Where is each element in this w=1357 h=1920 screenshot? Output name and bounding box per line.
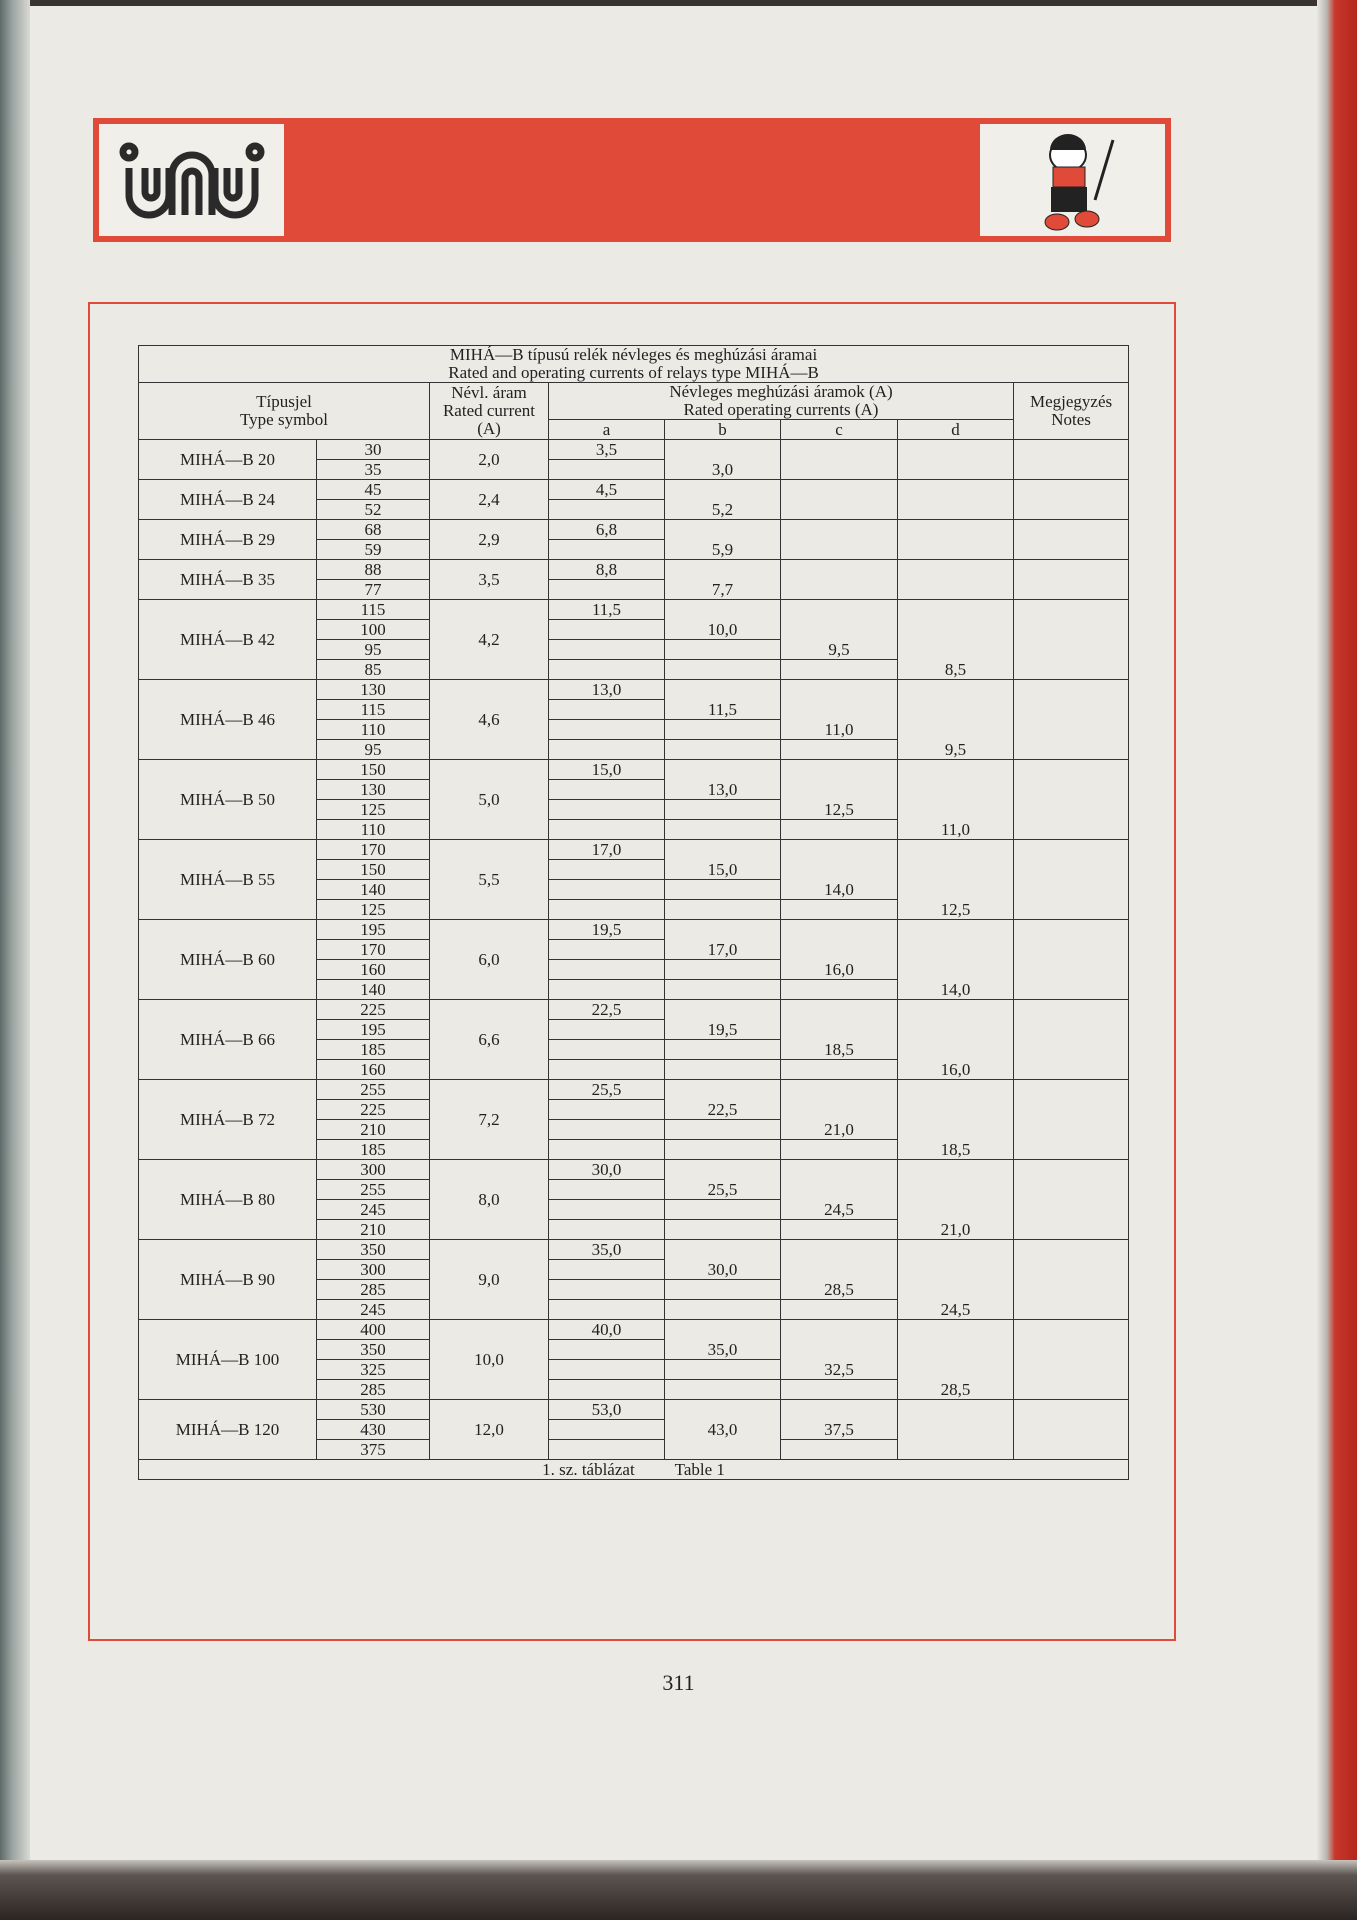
- sub-current: 125: [317, 900, 430, 920]
- sub-current: 52: [317, 500, 430, 520]
- notes-cell: [1014, 760, 1129, 840]
- current-a: [549, 660, 665, 680]
- header-type: [139, 383, 430, 440]
- notes-cell: [1014, 840, 1129, 920]
- current-a: [549, 1300, 665, 1320]
- sub-current: 95: [317, 740, 430, 760]
- table-row: [139, 1400, 1129, 1420]
- notes-cell: [1014, 1160, 1129, 1240]
- current-a: 22,5: [549, 1000, 665, 1020]
- current-d: 16,0: [898, 1000, 1014, 1080]
- current-b: [665, 1360, 781, 1380]
- header-notes: [1014, 383, 1129, 440]
- current-a: 11,5: [549, 600, 665, 620]
- current-d: [898, 560, 1014, 600]
- current-c: [781, 1380, 898, 1400]
- current-a: [549, 900, 665, 920]
- table-row: [139, 600, 1129, 620]
- current-b: 15,0: [665, 840, 781, 880]
- current-b: [665, 1300, 781, 1320]
- current-d: [898, 480, 1014, 520]
- header-rated-en: Rated current: [442, 401, 536, 420]
- rated-current: 9,0: [430, 1240, 549, 1320]
- sub-current: 170: [317, 840, 430, 860]
- type-symbol: MIHÁ—B 50: [139, 760, 317, 840]
- current-a: [549, 1380, 665, 1400]
- sub-current: 255: [317, 1080, 430, 1100]
- current-b: 13,0: [665, 760, 781, 800]
- sub-current: 185: [317, 1040, 430, 1060]
- book-binding-edge: [0, 0, 30, 1920]
- current-a: [549, 880, 665, 900]
- sub-current: 110: [317, 720, 430, 740]
- page-number: 311: [662, 1670, 695, 1695]
- notes-cell: [1014, 1080, 1129, 1160]
- current-c: 9,5: [781, 600, 898, 660]
- current-b: [665, 1120, 781, 1140]
- current-a: [549, 1120, 665, 1140]
- current-c: [781, 1440, 898, 1460]
- current-c: 18,5: [781, 1000, 898, 1060]
- table-row: [139, 680, 1129, 700]
- sub-current: 160: [317, 1060, 430, 1080]
- current-c: 24,5: [781, 1160, 898, 1220]
- rated-current: 10,0: [430, 1320, 549, 1400]
- current-b: 5,9: [665, 520, 781, 560]
- sub-current: 110: [317, 820, 430, 840]
- type-symbol: MIHÁ—B 46: [139, 680, 317, 760]
- current-c: 14,0: [781, 840, 898, 900]
- current-d: 18,5: [898, 1080, 1014, 1160]
- rated-current: 4,2: [430, 600, 549, 680]
- sub-current: 210: [317, 1120, 430, 1140]
- notes-cell: [1014, 1240, 1129, 1320]
- current-c: [781, 520, 898, 560]
- sub-current: 115: [317, 600, 430, 620]
- current-c: 16,0: [781, 920, 898, 980]
- current-c: [781, 980, 898, 1000]
- header-banner: [93, 118, 1171, 242]
- current-b: [665, 960, 781, 980]
- sub-current: 170: [317, 940, 430, 960]
- rated-current: 5,5: [430, 840, 549, 920]
- table-row: [139, 440, 1129, 460]
- sub-current: 85: [317, 660, 430, 680]
- current-a: 40,0: [549, 1320, 665, 1340]
- current-c: 12,5: [781, 760, 898, 820]
- current-d: 9,5: [898, 680, 1014, 760]
- sub-current: 68: [317, 520, 430, 540]
- header-notes-hu: Megjegyzés: [1029, 392, 1113, 411]
- current-b: [665, 1040, 781, 1060]
- current-a: [549, 740, 665, 760]
- table-row: [139, 480, 1129, 500]
- type-symbol: MIHÁ—B 35: [139, 560, 317, 600]
- sub-current: 35: [317, 460, 430, 480]
- sub-current: 375: [317, 1440, 430, 1460]
- current-a: [549, 1420, 665, 1440]
- current-c: [781, 480, 898, 520]
- header-a: a: [549, 420, 665, 440]
- table-row: [139, 760, 1129, 780]
- caption-hu: 1. sz. táblázat: [542, 1459, 635, 1479]
- rated-current: 2,9: [430, 520, 549, 560]
- current-c: [781, 1140, 898, 1160]
- scan-top-edge: [0, 0, 1357, 6]
- table-row: [139, 1080, 1129, 1100]
- header-c: c: [781, 420, 898, 440]
- current-a: [549, 460, 665, 480]
- type-symbol: MIHÁ—B 100: [139, 1320, 317, 1400]
- current-c: [781, 1220, 898, 1240]
- table-row: [139, 840, 1129, 860]
- current-a: [549, 620, 665, 640]
- table-title: [139, 346, 1129, 383]
- current-c: 37,5: [781, 1400, 898, 1440]
- notes-cell: [1014, 680, 1129, 760]
- sub-current: 77: [317, 580, 430, 600]
- relay-currents-table: [138, 345, 1129, 1480]
- current-a: [549, 1140, 665, 1160]
- type-symbol: MIHÁ—B 72: [139, 1080, 317, 1160]
- header-rated: [430, 383, 549, 440]
- sub-current: 350: [317, 1340, 430, 1360]
- sub-current: 140: [317, 980, 430, 1000]
- header-rated-hu: Névl. áram: [451, 383, 527, 402]
- current-c: 28,5: [781, 1240, 898, 1300]
- current-c: [781, 1300, 898, 1320]
- sub-current: 300: [317, 1160, 430, 1180]
- current-b: 19,5: [665, 1000, 781, 1040]
- scan-bottom-edge: [0, 1860, 1357, 1920]
- current-b: 30,0: [665, 1240, 781, 1280]
- current-a: [549, 1260, 665, 1280]
- rated-current: 6,6: [430, 1000, 549, 1080]
- current-a: [549, 1020, 665, 1040]
- imi-logo: [99, 124, 284, 236]
- table-row: [139, 1160, 1129, 1180]
- sub-current: 195: [317, 1020, 430, 1040]
- rated-current: 7,2: [430, 1080, 549, 1160]
- current-c: 21,0: [781, 1080, 898, 1140]
- current-b: [665, 900, 781, 920]
- sub-current: 100: [317, 620, 430, 640]
- current-b: [665, 660, 781, 680]
- current-a: 19,5: [549, 920, 665, 940]
- header-rated-unit: (A): [477, 419, 501, 438]
- sub-current: 115: [317, 700, 430, 720]
- current-a: 6,8: [549, 520, 665, 540]
- current-a: 13,0: [549, 680, 665, 700]
- current-a: [549, 540, 665, 560]
- header-d: d: [898, 420, 1014, 440]
- current-d: 28,5: [898, 1320, 1014, 1400]
- type-symbol: MIHÁ—B 24: [139, 480, 317, 520]
- current-a: 17,0: [549, 840, 665, 860]
- rated-current: 8,0: [430, 1160, 549, 1240]
- current-a: [549, 1360, 665, 1380]
- table-row: [139, 1320, 1129, 1340]
- sub-current: 45: [317, 480, 430, 500]
- sub-current: 88: [317, 560, 430, 580]
- sub-current: 195: [317, 920, 430, 940]
- current-c: [781, 740, 898, 760]
- table-row: [139, 520, 1129, 540]
- current-d: [898, 440, 1014, 480]
- current-b: [665, 720, 781, 740]
- current-b: 25,5: [665, 1160, 781, 1200]
- rated-current: 5,0: [430, 760, 549, 840]
- current-a: [549, 1280, 665, 1300]
- notes-cell: [1014, 1000, 1129, 1080]
- rated-current: 4,6: [430, 680, 549, 760]
- current-d: 21,0: [898, 1160, 1014, 1240]
- current-b: [665, 800, 781, 820]
- notes-cell: [1014, 600, 1129, 680]
- rated-current: 2,4: [430, 480, 549, 520]
- sub-current: 140: [317, 880, 430, 900]
- current-a: 8,8: [549, 560, 665, 580]
- current-c: [781, 820, 898, 840]
- current-b: 11,5: [665, 680, 781, 720]
- table-row: [139, 560, 1129, 580]
- header-type-en: Type symbol: [239, 410, 329, 429]
- current-a: [549, 1340, 665, 1360]
- rated-current: 12,0: [430, 1400, 549, 1460]
- current-d: 14,0: [898, 920, 1014, 1000]
- table-title-row: [139, 346, 1129, 383]
- book-cover-edge: [1317, 0, 1357, 1920]
- sub-current: 325: [317, 1360, 430, 1380]
- current-a: 15,0: [549, 760, 665, 780]
- current-d: 8,5: [898, 600, 1014, 680]
- caption-en: Table 1: [674, 1459, 725, 1479]
- current-a: 25,5: [549, 1080, 665, 1100]
- sub-current: 400: [317, 1320, 430, 1340]
- current-a: [549, 720, 665, 740]
- table-row: [139, 1240, 1129, 1260]
- sub-current: 350: [317, 1240, 430, 1260]
- current-a: [549, 500, 665, 520]
- mascot-icon: [1023, 125, 1123, 235]
- sub-current: 285: [317, 1380, 430, 1400]
- sub-current: 225: [317, 1100, 430, 1120]
- current-a: 30,0: [549, 1160, 665, 1180]
- header-op-hu: Névleges meghúzási áramok (A): [669, 382, 893, 401]
- current-b: 3,0: [665, 440, 781, 480]
- header-notes-en: Notes: [1051, 410, 1091, 429]
- current-d: 12,5: [898, 840, 1014, 920]
- sub-current: 245: [317, 1200, 430, 1220]
- sub-current: 185: [317, 1140, 430, 1160]
- sub-current: 130: [317, 780, 430, 800]
- current-b: [665, 1060, 781, 1080]
- current-a: [549, 1200, 665, 1220]
- current-d: 24,5: [898, 1240, 1014, 1320]
- table-row: [139, 1000, 1129, 1020]
- sub-current: 430: [317, 1420, 430, 1440]
- notes-cell: [1014, 920, 1129, 1000]
- current-d: [898, 520, 1014, 560]
- notes-cell: [1014, 1320, 1129, 1400]
- sub-current: 125: [317, 800, 430, 820]
- current-c: [781, 1060, 898, 1080]
- current-c: 32,5: [781, 1320, 898, 1380]
- notes-cell: [1014, 480, 1129, 520]
- current-b: [665, 1140, 781, 1160]
- current-a: 3,5: [549, 440, 665, 460]
- current-a: 53,0: [549, 1400, 665, 1420]
- type-symbol: MIHÁ—B 120: [139, 1400, 317, 1460]
- current-a: [549, 820, 665, 840]
- sub-current: 130: [317, 680, 430, 700]
- current-a: [549, 1180, 665, 1200]
- notes-cell: [1014, 440, 1129, 480]
- current-b: 5,2: [665, 480, 781, 520]
- table-caption: [139, 1460, 1129, 1480]
- current-b: [665, 1220, 781, 1240]
- sub-current: 530: [317, 1400, 430, 1420]
- header-b: b: [665, 420, 781, 440]
- mascot-logo: [980, 124, 1165, 236]
- current-b: 17,0: [665, 920, 781, 960]
- type-symbol: MIHÁ—B 66: [139, 1000, 317, 1080]
- type-symbol: MIHÁ—B 80: [139, 1160, 317, 1240]
- current-b: 43,0: [665, 1400, 781, 1460]
- sub-current: 59: [317, 540, 430, 560]
- rated-current: 6,0: [430, 920, 549, 1000]
- current-b: 35,0: [665, 1320, 781, 1360]
- current-a: 4,5: [549, 480, 665, 500]
- type-symbol: MIHÁ—B 60: [139, 920, 317, 1000]
- current-a: [549, 960, 665, 980]
- current-a: [549, 1220, 665, 1240]
- current-a: [549, 940, 665, 960]
- current-c: [781, 900, 898, 920]
- type-symbol: MIHÁ—B 55: [139, 840, 317, 920]
- sub-current: 285: [317, 1280, 430, 1300]
- current-d: [898, 1400, 1014, 1460]
- sub-current: 95: [317, 640, 430, 660]
- sub-current: 225: [317, 1000, 430, 1020]
- current-b: [665, 1380, 781, 1400]
- rated-current: 2,0: [430, 440, 549, 480]
- current-a: 35,0: [549, 1240, 665, 1260]
- type-symbol: MIHÁ—B 29: [139, 520, 317, 560]
- notes-cell: [1014, 560, 1129, 600]
- current-a: [549, 1440, 665, 1460]
- current-a: [549, 800, 665, 820]
- sub-current: 255: [317, 1180, 430, 1200]
- imi-logo-icon: [117, 140, 267, 220]
- type-symbol: MIHÁ—B 90: [139, 1240, 317, 1320]
- table-footer-row: [139, 1460, 1129, 1480]
- current-a: [549, 640, 665, 660]
- current-c: [781, 660, 898, 680]
- current-a: [549, 580, 665, 600]
- current-c: [781, 560, 898, 600]
- sub-current: 210: [317, 1220, 430, 1240]
- current-a: [549, 1100, 665, 1120]
- sub-current: 150: [317, 760, 430, 780]
- current-b: 7,7: [665, 560, 781, 600]
- current-b: [665, 740, 781, 760]
- current-a: [549, 1060, 665, 1080]
- header-row: [139, 383, 1129, 420]
- current-b: [665, 1200, 781, 1220]
- current-b: [665, 820, 781, 840]
- type-symbol: MIHÁ—B 42: [139, 600, 317, 680]
- current-a: [549, 860, 665, 880]
- current-a: [549, 1040, 665, 1060]
- current-b: 22,5: [665, 1080, 781, 1120]
- current-c: 11,0: [781, 680, 898, 740]
- title-en: Rated and operating currents of relays type MIHÁ—B: [448, 363, 819, 382]
- notes-cell: [1014, 520, 1129, 560]
- title-hu: MIHÁ—B típusú relék névleges és meghúzási áramai: [449, 345, 818, 364]
- current-a: [549, 980, 665, 1000]
- current-b: [665, 980, 781, 1000]
- sub-current: 150: [317, 860, 430, 880]
- table-row: [139, 920, 1129, 940]
- current-b: [665, 640, 781, 660]
- current-b: 10,0: [665, 600, 781, 640]
- current-a: [549, 780, 665, 800]
- sub-current: 160: [317, 960, 430, 980]
- notes-cell: [1014, 1400, 1129, 1460]
- header-operating: [549, 383, 1014, 420]
- current-a: [549, 700, 665, 720]
- sub-current: 300: [317, 1260, 430, 1280]
- rated-current: 3,5: [430, 560, 549, 600]
- sub-current: 245: [317, 1300, 430, 1320]
- current-b: [665, 880, 781, 900]
- current-b: [665, 1280, 781, 1300]
- current-d: 11,0: [898, 760, 1014, 840]
- current-c: [781, 440, 898, 480]
- type-symbol: MIHÁ—B 20: [139, 440, 317, 480]
- header-type-hu: Típusjel: [256, 392, 312, 411]
- header-op-en: Rated operating currents (A): [683, 400, 879, 419]
- sub-current: 30: [317, 440, 430, 460]
